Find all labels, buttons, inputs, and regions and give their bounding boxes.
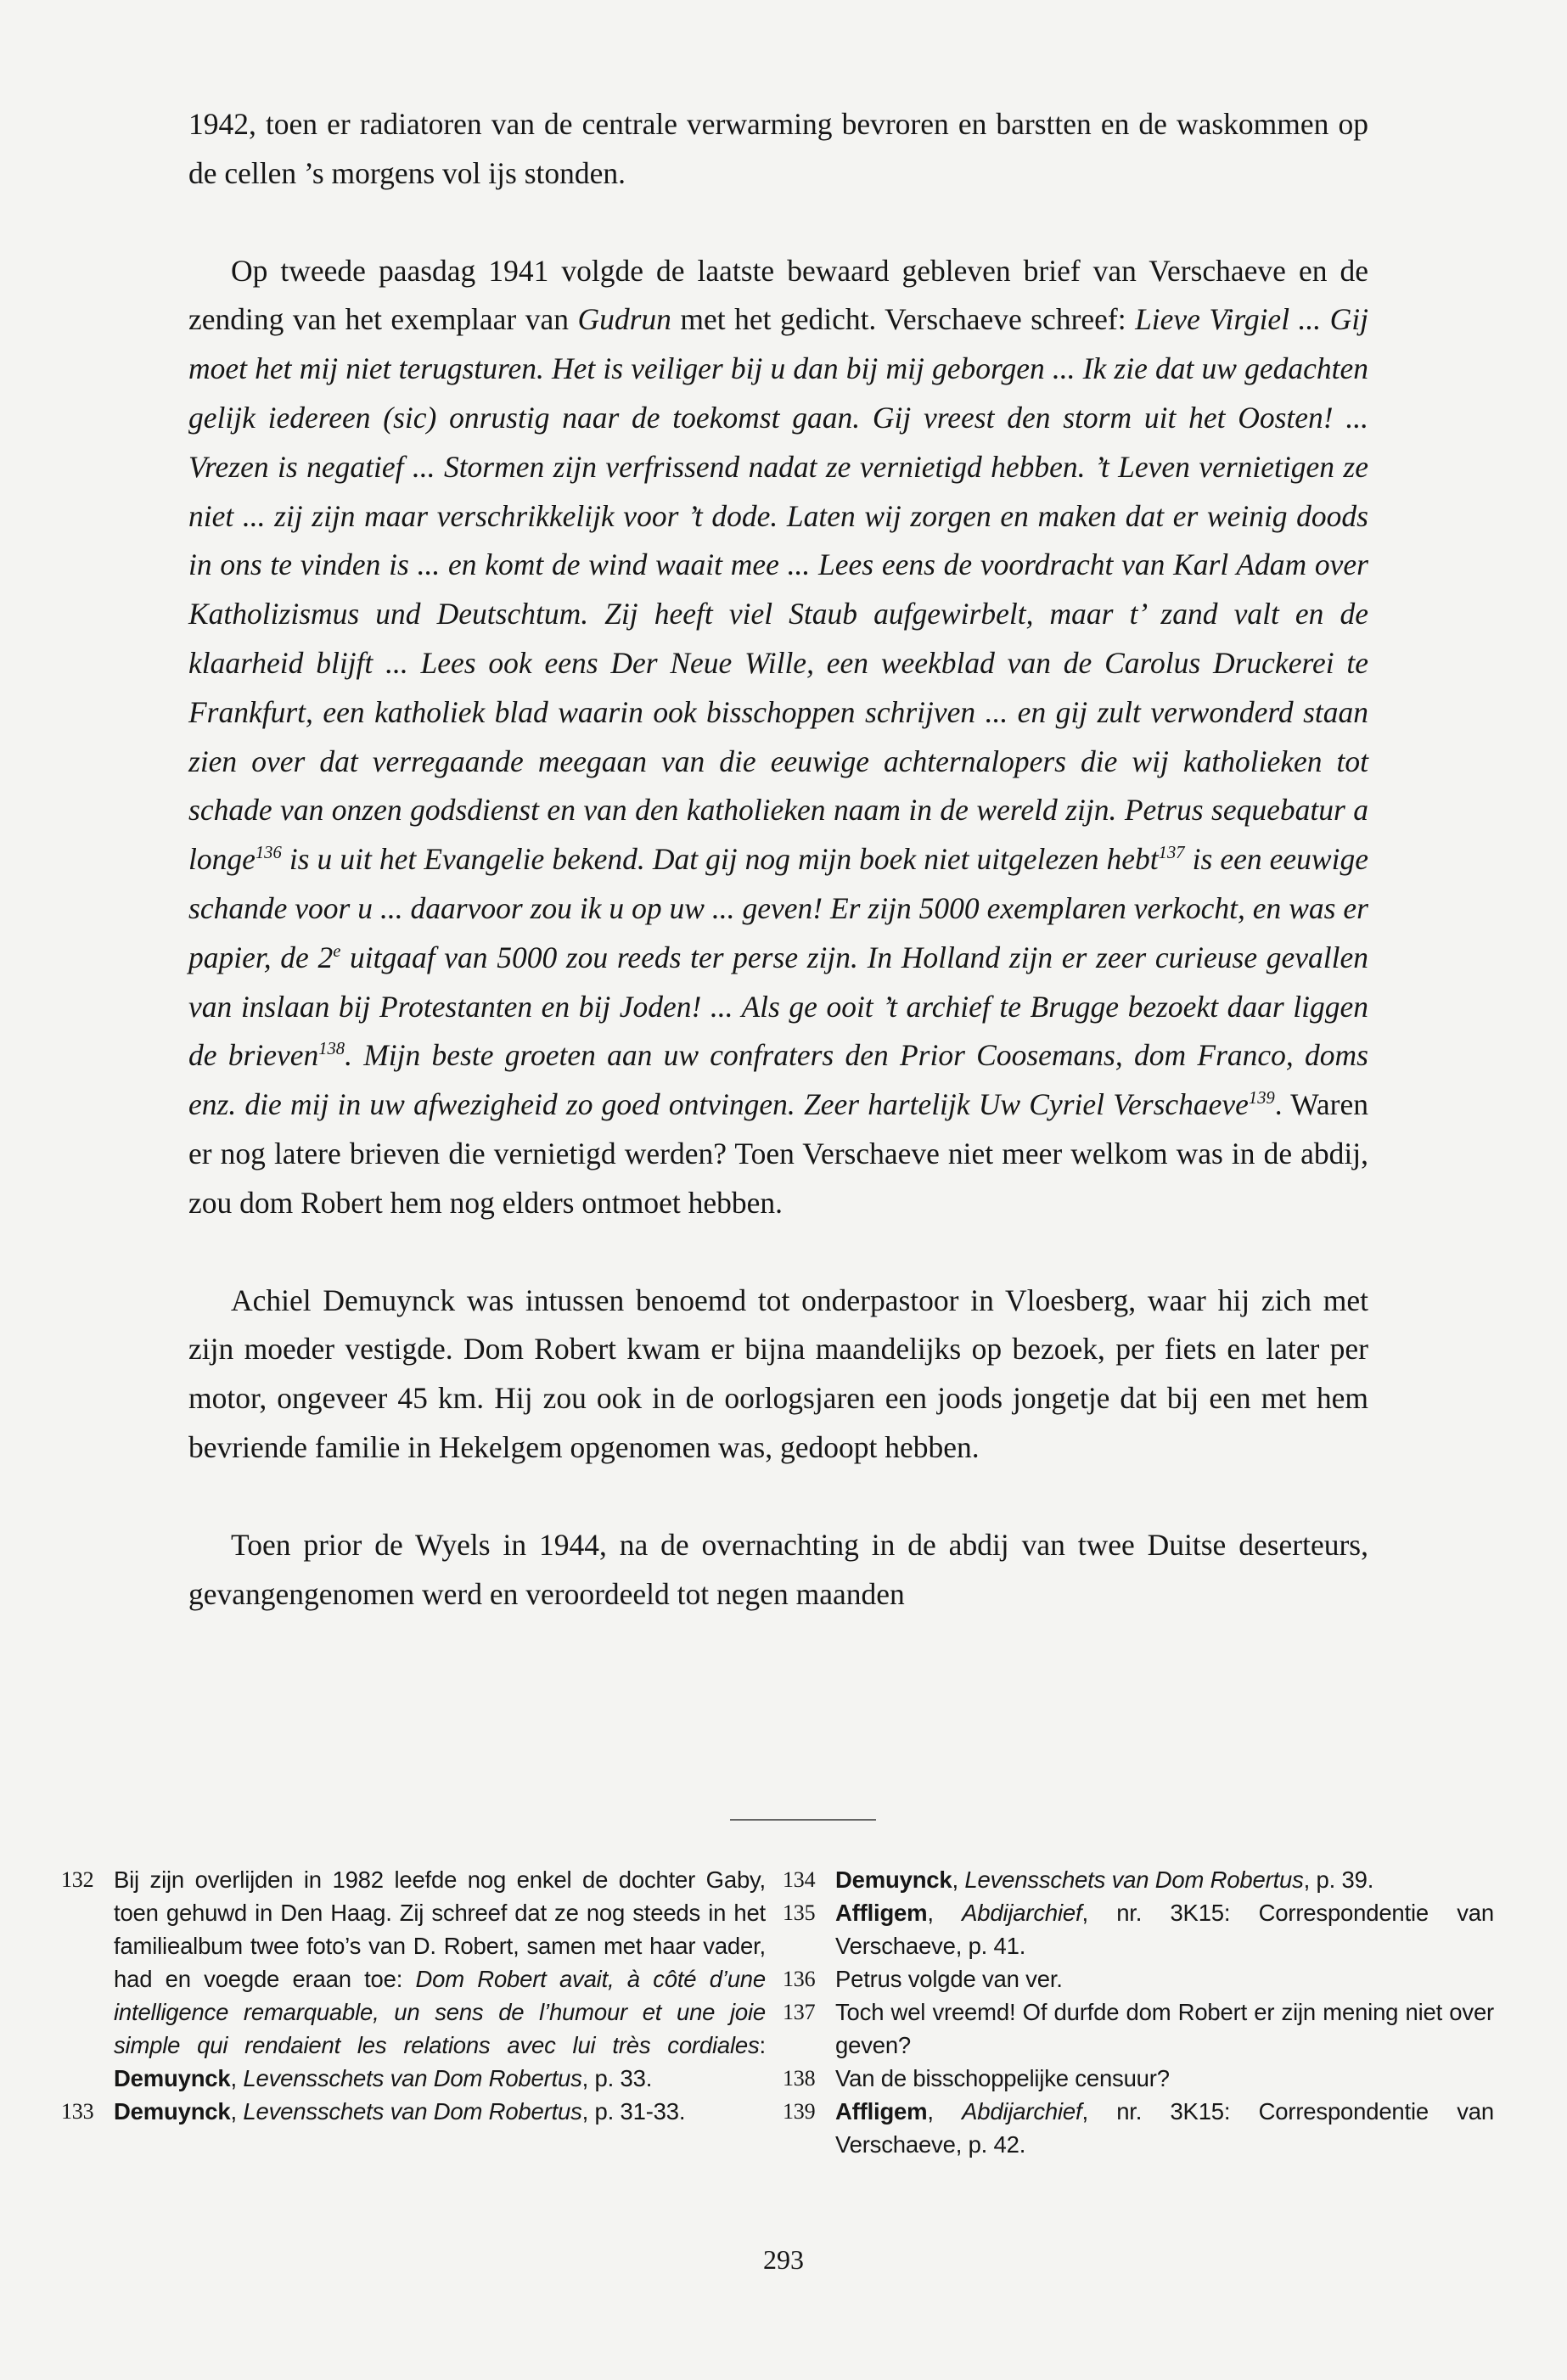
footnote-132 (61, 1863, 766, 2095)
paragraph-2 (188, 247, 1368, 1228)
quote-text: Lieve Virgiel ... Gij moet het mij niet terugsturen. Het is veiliger bij u dan bij mij geborgen ... Ik zie dat uw gedachten gelijk iedereen (sic) onrustig naar de toekomst gaan. Gij vreest den storm uit het Oosten! ... Vrezen is negatief ... Stormen zijn verfrissend nadat ze vernietigd hebben. ’t Leven vernietigen ze niet ... zij zijn maar verschrikkelijk voor ’t dode. Laten wij zorgen en maken dat er weinig doods in ons te vinden is ... en komt de wind waait mee ... Lees eens de voordracht van Karl Adam over Katholizismus und Deutschtum. Zij heeft viel Staub aufgewirbelt, maar t’ zand valt en de klaarheid blijft ... Lees ook eens Der Neue Wille, een weekblad van de Carolus Druckerei te Frankfurt, een katholiek blad waarin ook bisschoppen schrijven ... en gij zult verwonderd staan zien over dat verregaande meegaan van die eeuwige achternalopers die wij katholieken tot schade van onzen godsdienst en van den katholieken naam in de wereld zijn. Petrus sequebatur a longe (188, 302, 1368, 877)
footnote-137 (783, 1995, 1494, 2062)
footnote-ref-137: 137 (1158, 844, 1185, 863)
footnote-number: 136 (783, 1967, 816, 1991)
footnote-text: , (230, 2098, 244, 2125)
footnote-number: 137 (783, 2000, 816, 2024)
footnote-text: , (230, 2065, 244, 2091)
footnote-136 (783, 1962, 1494, 1995)
footnote-text: , nr. 3K15: Correspondentie van Verschaeve, p. 41. (835, 1900, 1494, 1959)
footnote-text: , p. 39. (1303, 1866, 1374, 1893)
footnote-text: , (927, 2098, 963, 2125)
footnotes-right-column (783, 1863, 1494, 2161)
letter-quote (188, 302, 1368, 1121)
quote-text: is u uit het Evangelie bekend. Dat gij nog mijn boek niet uitgelezen hebt (281, 842, 1159, 877)
footnote-number: 132 (61, 1867, 94, 1892)
quote-text: uitgaaf van 5000 zou reeds ter perse zijn. In Holland zijn er zeer curieuse gevallen van inslaan bij Protestanten en bij Joden! ... Als ge ooit ’t archief te Brugge bezoekt daar liggen de brieven (188, 940, 1368, 1073)
footnote-quote: Dom Robert avait, à côté d’une intelligence remarquable, un sens de l’humour et une joie simple qui rendaient les relations avec lui très cordiales (114, 1966, 766, 2058)
page-number: 293 (763, 2244, 804, 2275)
footnote-number: 139 (783, 2099, 816, 2124)
text-run: Op tweede paasdag 1941 volgde de laatste bewaard gebleven brief van Verschaeve en de zending van het exemplaar van (188, 253, 1368, 337)
footnote-text: Bij zijn overlijden in 1982 leefde nog enkel de dochter Gaby, toen gehuwd in Den Haag. Zij schreef dat ze nog steeds in het familiealbum twee foto’s van D. Robert, samen met haar vader, had en voegde eraan toe: (114, 1866, 766, 1992)
footnote-139 (783, 2095, 1494, 2161)
footnote-text: Van de bisschoppelijke censuur? (835, 2065, 1170, 2091)
footnote-author: Demuynck (835, 1866, 952, 1893)
footnote-source: Affligem (835, 2098, 928, 2125)
footnote-title: Levensschets van Dom Robertus (243, 2065, 582, 2091)
footnote-134 (783, 1863, 1494, 1896)
footnote-number: 133 (61, 2099, 94, 2124)
footnote-133 (61, 2095, 766, 2128)
footnote-135 (783, 1896, 1494, 1962)
quote-text: is een eeuwige schande voor u ... daarvoor zou ik u op uw ... geven! Er zijn 5000 exemplaren verkocht, en was er papier, de 2 (188, 842, 1368, 974)
paragraph-4: Toen prior de Wyels in 1944, na de overnachting in de abdij van twee Duitse deserteurs, gevangengenomen werd en veroordeeld tot negen maanden (188, 1527, 1368, 1611)
footnote-title: Abdijarchief (962, 1900, 1082, 1926)
footnote-text: , (952, 1866, 965, 1893)
footnote-number: 134 (783, 1867, 816, 1892)
footnote-text: , (927, 1900, 963, 1926)
book-title: Gudrun (577, 302, 671, 337)
footnote-text: , p. 33. (581, 2065, 653, 2091)
footnote-source: Affligem (835, 1900, 928, 1926)
paragraph-1: 1942, toen er radiatoren van de centrale verwarming bevroren en barstten en de waskommen op de cellen ’s morgens vol ijs stonden. (188, 107, 1368, 190)
footnote-ref-139: 139 (1248, 1089, 1275, 1109)
footnote-author: Demuynck (114, 2065, 231, 2091)
footnote-ref-138: 138 (318, 1040, 345, 1059)
footnote-separator (730, 1819, 876, 1821)
footnote-title: Levensschets van Dom Robertus (964, 1866, 1304, 1893)
ordinal-suffix: e (333, 941, 341, 961)
footnote-text: Petrus volgde van ver. (835, 1966, 1063, 1992)
text-run: . Waren er nog latere brieven die vernietigd werden? Toen Verschaeve niet meer welkom was in de abdij, zou dom Robert hem nog elders ontmoet hebben. (188, 1087, 1368, 1220)
footnote-text: : (759, 2032, 766, 2058)
footnotes-left-column (61, 1863, 766, 2128)
footnote-author: Demuynck (114, 2098, 231, 2125)
footnote-title: Levensschets van Dom Robertus (243, 2098, 582, 2125)
footnote-text: , p. 31-33. (581, 2098, 686, 2125)
footnote-138 (783, 2062, 1494, 2095)
text-run: met het gedicht. Verschaeve schreef: (671, 302, 1136, 337)
paragraph-3: Achiel Demuynck was intussen benoemd tot onderpastoor in Vloesberg, waar hij zich met zijn moeder vestigde. Dom Robert kwam er bijna maandelijks op bezoek, per fiets en later per motor, ongeveer 45 km. Hij zou ook in de oorlogsjaren een joods jongetje dat bij een met hem bevriende familie in Hekelgem opgenomen was, gedoopt hebben. (188, 1283, 1368, 1464)
footnote-text: Toch wel vreemd! Of durfde dom Robert er zijn mening niet over geven? (835, 1999, 1494, 2058)
footnote-title: Abdijarchief (962, 2098, 1082, 2125)
footnote-number: 138 (783, 2066, 816, 2091)
footnote-ref-136: 136 (255, 844, 282, 863)
footnote-number: 135 (783, 1900, 816, 1925)
quote-text: . Mijn beste groeten aan uw confraters den Prior Coosemans, dom Franco, doms enz. die mij in uw afwezigheid zo goed ontvingen. Zeer hartelijk Uw Cyriel Verschaeve (188, 1038, 1368, 1122)
main-text (188, 100, 1368, 1619)
footnote-text: , nr. 3K15: Correspondentie van Verschaeve, p. 42. (835, 2098, 1494, 2158)
